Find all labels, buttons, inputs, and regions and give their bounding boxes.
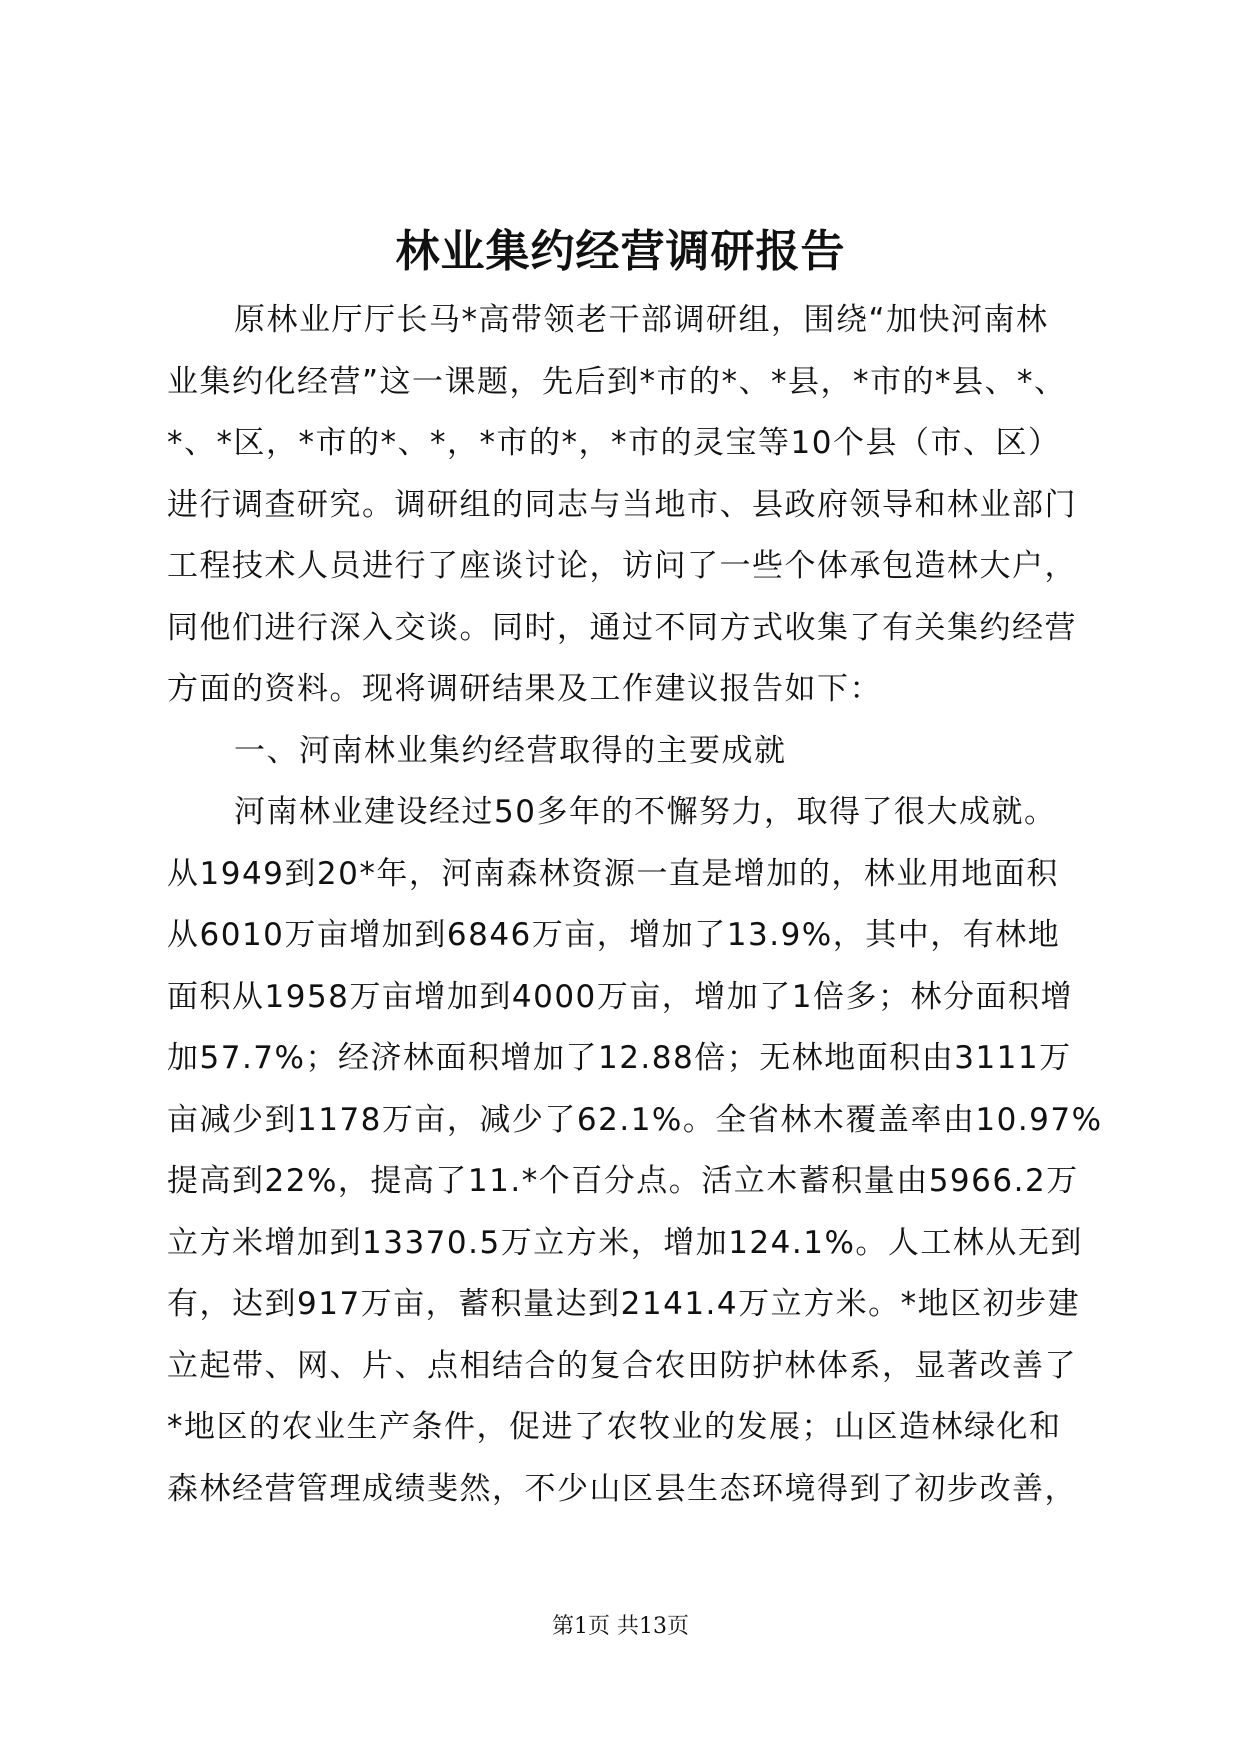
text-line: 同他们进行深入交谈。同时，通过不同方式收集了有关集约经营 bbox=[167, 609, 1077, 646]
text-line: 立方米增加到13370.5万立方米，增加124.1%。人工林从无到 bbox=[167, 1224, 1083, 1261]
text-line: *地区的农业生产条件，促进了农牧业的发展；山区造林绿化和 bbox=[167, 1409, 1062, 1445]
text-line: 有，达到917万亩，蓄积量达到2141.4万立方米。*地区初步建 bbox=[167, 1286, 1081, 1322]
document-body bbox=[167, 290, 1122, 1520]
text-line: 加57.7%；经济林面积增加了12.88倍；无林地面积由3111万 bbox=[167, 1040, 1072, 1076]
page-footer: 第1页 共13页 bbox=[552, 1614, 689, 1639]
text-line: 立起带、网、片、点相结合的复合农田防护林体系，显著改善了 bbox=[167, 1347, 1077, 1384]
text-line: 河南林业建设经过50多年的不懈努力，取得了很大成就。 bbox=[234, 794, 1057, 830]
document-title: 林业集约经营调研报告 bbox=[395, 226, 846, 277]
text-line: 从6010万亩增加到6846万亩，增加了13.9%，其中，有林地 bbox=[167, 917, 1061, 953]
text-line: 原林业厅厅长马*高带领老干部调研组，围绕“加快河南林 bbox=[234, 302, 1049, 338]
text-line: *、*区，*市的*、*，*市的*，*市的灵宝等10个县（市、区） bbox=[167, 425, 1061, 461]
text-line: 面积从1958万亩增加到4000万亩，增加了1倍多；林分面积增 bbox=[167, 978, 1074, 1015]
text-line: 一、河南林业集约经营取得的主要成就 bbox=[234, 732, 787, 769]
text-line: 亩减少到1178万亩，减少了62.1%。全省林木覆盖率由10.97% bbox=[167, 1101, 1103, 1138]
text-line: 工程技术人员进行了座谈讨论，访问了一些个体承包造林大户， bbox=[167, 548, 1077, 584]
text-line: 森林经营管理成绩斐然，不少山区县生态环境得到了初步改善， bbox=[167, 1470, 1077, 1507]
text-line: 从1949到20*年，河南森林资源一直是增加的，林业用地面积 bbox=[167, 855, 1059, 892]
text-line: 提高到22%，提高了11.*个百分点。活立木蓄积量由5966.2万 bbox=[167, 1163, 1079, 1199]
text-line: 进行调查研究。调研组的同志与当地市、县政府领导和林业部门 bbox=[167, 486, 1077, 523]
text-line: 业集约化经营”这一课题，先后到*市的*、*县，*市的*县、*、 bbox=[167, 363, 1067, 400]
text-line: 方面的资料。现将调研结果及工作建议报告如下： bbox=[167, 671, 882, 707]
